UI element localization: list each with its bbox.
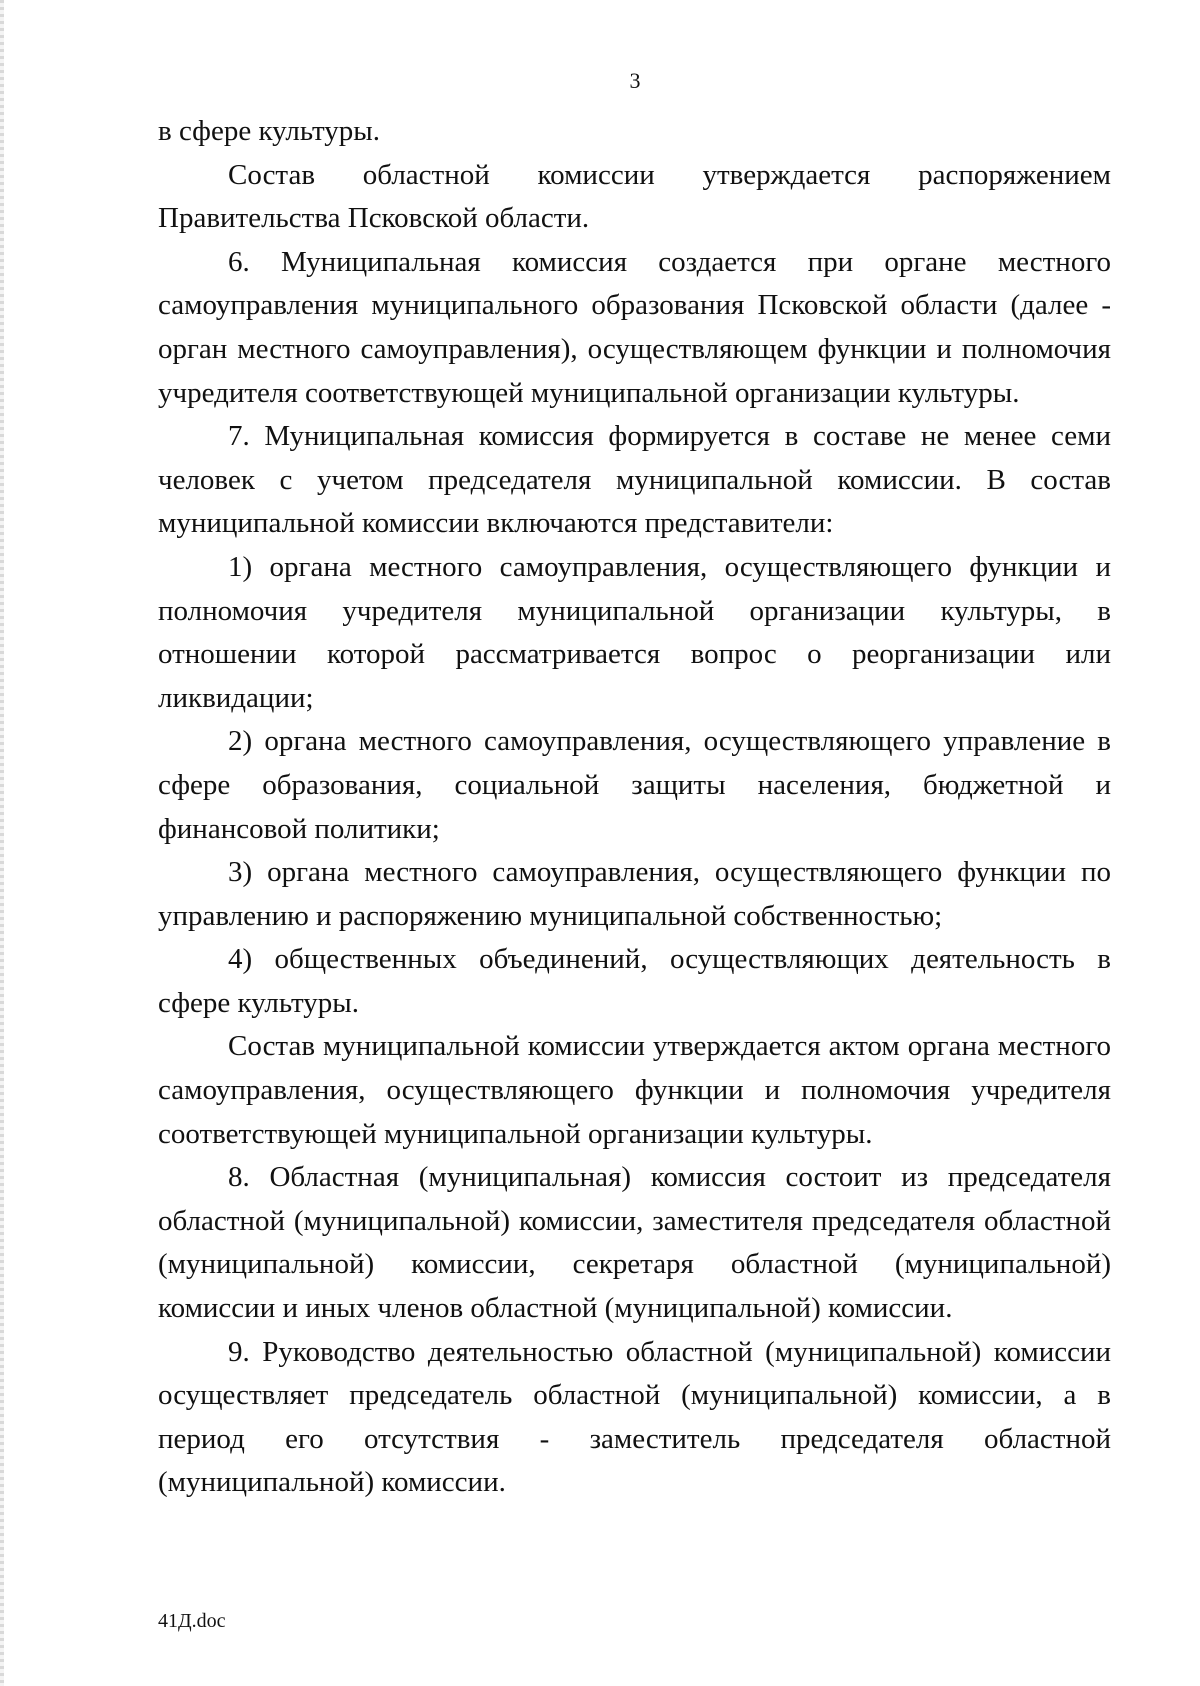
list-item-4: 4) общественных объединений, осуществляющих деятельность в сфере культуры. bbox=[158, 943, 1111, 1019]
paragraph-item-7: 7. Муниципальная комиссия формируется в составе не менее семи человек с учетом председателя муниципальной комиссии. В состав муниципальной комиссии включаются представители: bbox=[158, 420, 1111, 540]
list-item-1: 1) органа местного самоуправления, осуществляющего функции и полномочия учредителя муниципальной организации культуры, в отношении которой рассматривается вопрос о реорганизации или ликвидации; bbox=[158, 550, 1111, 714]
paragraph-item-6: 6. Муниципальная комиссия создается при органе местного самоуправления муниципального образования Псковской области (далее - орган местного самоуправления), осуществляющем функции и полномочия учредителя соответствующей муниципальной организации культуры. bbox=[158, 245, 1111, 409]
paragraph-municipal-commission-composition: Состав муниципальной комиссии утверждается актом органа местного самоуправления, осуществляющего функции и полномочия учредителя соответствующей муниципальной организации культуры. bbox=[158, 1030, 1111, 1150]
page-number: 3 bbox=[629, 68, 641, 93]
paragraph-item-9: 9. Руководство деятельностью областной (муниципальной) комиссии осуществляет председатель областной (муниципальной) комиссии, а в период его отсутствия - заместитель председателя областной (муниципальной) комиссии. bbox=[158, 1335, 1111, 1499]
footer-filename: 41Д.doc bbox=[158, 1610, 226, 1632]
list-item-3: 3) органа местного самоуправления, осуществляющего функции по управлению и распоряжению муниципальной собственностью; bbox=[158, 856, 1111, 932]
list-item-2: 2) органа местного самоуправления, осуществляющего управление в сфере образования, социальной защиты населения, бюджетной и финансовой политики; bbox=[158, 725, 1111, 845]
paragraph-regional-commission-composition: Состав областной комиссии утверждается распоряжением Правительства Псковской области. bbox=[158, 158, 1111, 235]
scan-edge bbox=[0, 0, 4, 1686]
document-body bbox=[158, 110, 1111, 1505]
paragraph-continuation: в сфере культуры. bbox=[158, 115, 380, 147]
paragraph-item-8: 8. Областная (муниципальная) комиссия состоит из председателя областной (муниципальной) комиссии, заместителя председателя областной (муниципальной) комиссии, секретаря областной (муниципальной) комиссии и иных членов областной (муниципальной) комиссии. bbox=[158, 1161, 1111, 1325]
